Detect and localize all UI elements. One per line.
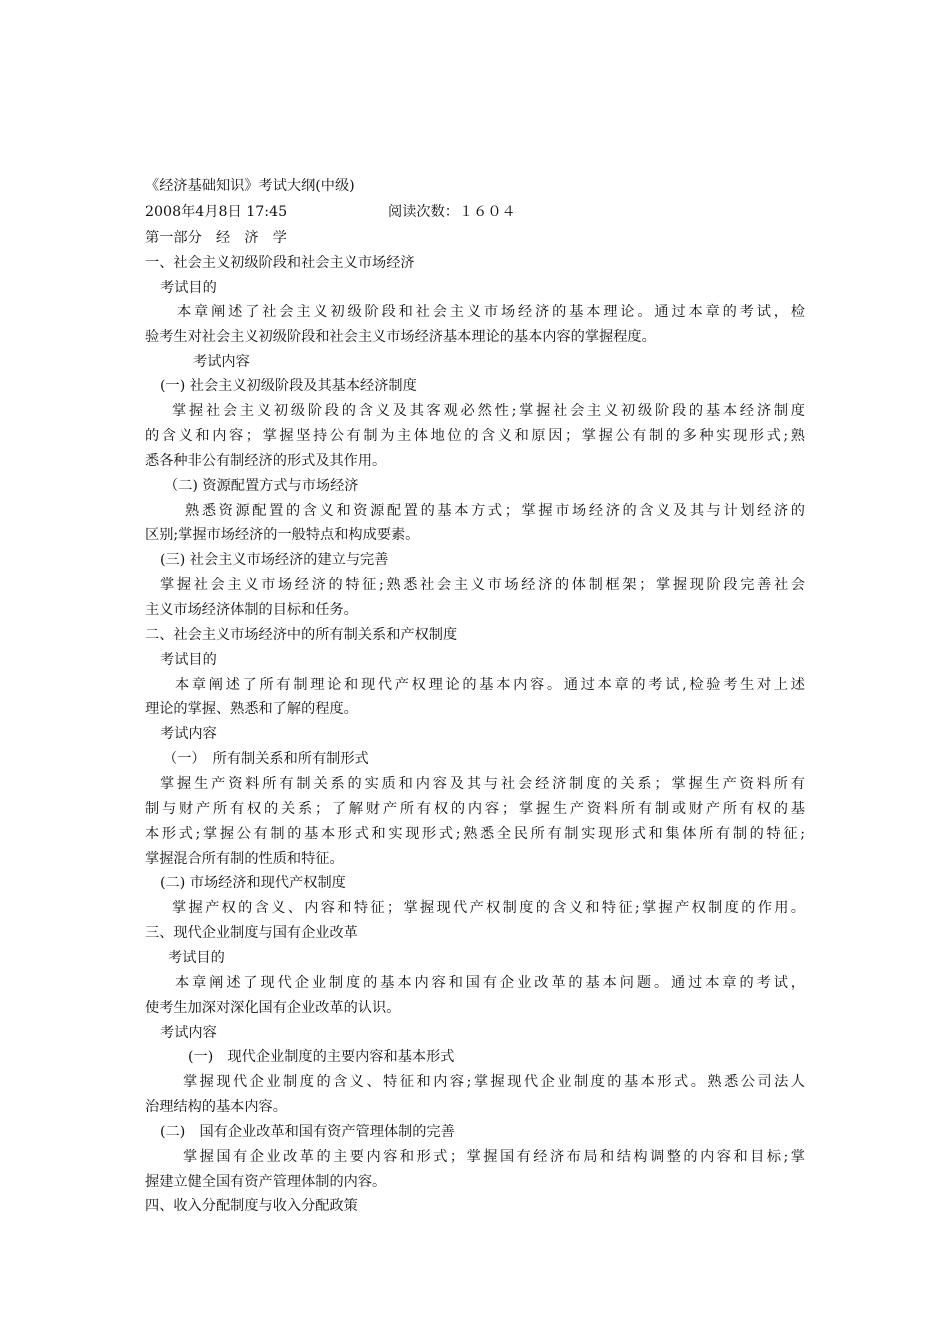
chapter-heading: 一、社会主义初级阶段和社会主义市场经济	[145, 255, 415, 271]
publish-date: 2008年4月8日 17:45	[145, 204, 288, 220]
paragraph-line: 掌握产权的含义、内容和特征；掌握现代产权制度的含义和特征;掌握产权制度的作用。	[172, 900, 805, 916]
paragraph-line: 主义市场经济体制的目标和任务。	[145, 602, 358, 618]
paragraph-line: 本章阐述了社会主义初级阶段和社会主义市场经济的基本理论。通过本章的考试，检	[177, 304, 805, 320]
paragraph-line: 理论的掌握、熟悉和了解的程度。	[145, 701, 358, 717]
section-label: 考试内容	[160, 1025, 217, 1041]
paragraph-line: 区别;掌握市场经济的一般特点和构成要素。	[145, 527, 420, 543]
doc-title: 《经济基础知识》考试大纲(中级)	[145, 178, 355, 194]
paragraph-line: 掌握社会主义初级阶段的含义及其客观必然性;掌握社会主义初级阶段的基本经济制度	[172, 403, 805, 419]
paragraph-line: 悉各种非公有制经济的形式及其作用。	[145, 453, 387, 469]
section-label: 考试目的	[160, 280, 217, 296]
chapter-heading: 二、社会主义市场经济中的所有制关系和产权制度	[145, 627, 458, 643]
paragraph-line: 掌握混合所有制的性质和特征。	[145, 851, 344, 867]
paragraph-line: 本形式;掌握公有制的基本形式和实现形式;熟悉全民所有制实现形式和集体所有制的特征;	[145, 826, 805, 842]
paragraph-line: 掌握社会主义市场经济的特征;熟悉社会主义市场经济的体制框架；掌握现阶段完善社会	[160, 577, 805, 593]
paragraph-line: 掌握生产资料所有制关系的实质和内容及其与社会经济制度的关系；掌握生产资料所有	[160, 776, 805, 792]
paragraph-line: 验考生对社会主义初级阶段和社会主义市场经济基本理论的基本内容的掌握程度。	[145, 329, 656, 345]
paragraph-line: 治理结构的基本内容。	[145, 1099, 287, 1115]
section-label: 考试目的	[168, 950, 225, 966]
subsection-heading: （一） 所有制关系和所有制形式	[163, 751, 369, 767]
paragraph-line: 掌握国有企业改革的主要内容和形式；掌握国有经济布局和结构调整的内容和目标;掌	[183, 1149, 805, 1165]
paragraph-line: 制与财产所有权的关系；了解财产所有权的内容；掌握生产资料所有制或财产所有权的基	[145, 801, 805, 817]
section-label: 考试目的	[160, 652, 217, 668]
subsection-heading: (二) 国有企业改革和国有资产管理体制的完善	[160, 1124, 455, 1140]
paragraph-line: 使考生加深对深化国有企业改革的认识。	[145, 1000, 401, 1016]
paragraph-line: 掌握现代企业制度的含义、特征和内容;掌握现代企业制度的基本形式。熟悉公司法人	[183, 1074, 805, 1090]
subsection-heading: （二) 资源配置方式与市场经济	[164, 478, 359, 494]
section-label: 考试内容	[160, 726, 217, 742]
paragraph-line: 本章阐述了现代企业制度的基本内容和国有企业改革的基本问题。通过本章的考试，	[175, 975, 805, 991]
paragraph-line: 的含义和内容；掌握坚持公有制为主体地位的含义和原因；掌握公有制的多种实现形式;熟	[145, 428, 805, 444]
chapter-heading: 三、现代企业制度与国有企业改革	[145, 925, 358, 941]
paragraph-line: 本章阐述了所有制理论和现代产权理论的基本内容。通过本章的考试,检验考生对上述	[175, 677, 805, 693]
section-label: 考试内容	[193, 354, 250, 370]
part-heading: 第一部分 经 济 学	[145, 230, 287, 246]
paragraph-line: 熟悉资源配置的含义和资源配置的基本方式；掌握市场经济的含义及其与计划经济的	[185, 503, 805, 519]
chapter-heading: 四、收入分配制度与收入分配政策	[145, 1198, 358, 1214]
subsection-heading: (一) 社会主义初级阶段及其基本经济制度	[160, 378, 417, 394]
subsection-heading: (三) 社会主义市场经济的建立与完善	[160, 552, 389, 568]
paragraph-line: 握建立健全国有资产管理体制的内容。	[145, 1174, 387, 1190]
read-count: 阅读次数：１６０４	[388, 204, 516, 220]
subsection-heading: (二) 市场经济和现代产权制度	[160, 875, 346, 891]
subsection-heading: (一) 现代企业制度的主要内容和基本形式	[188, 1049, 455, 1065]
doc-meta	[145, 203, 805, 221]
